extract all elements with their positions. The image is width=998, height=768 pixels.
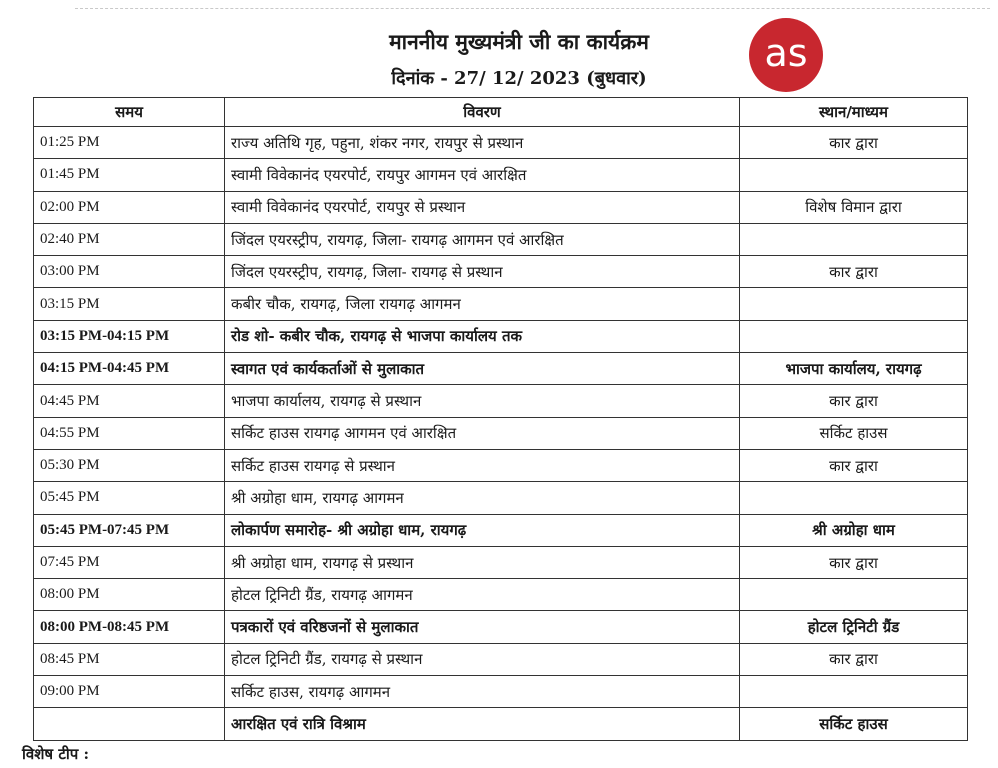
place-cell [740, 320, 968, 352]
table-row [34, 579, 968, 611]
column-header-description: विवरण [225, 98, 740, 127]
description-cell: सर्किट हाउस रायगढ़ आगमन एवं आरक्षित [225, 417, 740, 449]
time-cell: 02:00 PM [34, 191, 225, 223]
place-cell: भाजपा कार्यालय, रायगढ़ [740, 353, 968, 385]
time-cell: 09:00 PM [34, 676, 225, 708]
place-cell [740, 579, 968, 611]
place-cell [740, 676, 968, 708]
place-cell: विशेष विमान द्वारा [740, 191, 968, 223]
description-cell: लोकार्पण समारोह- श्री अग्रोहा धाम, रायगढ़ [225, 514, 740, 546]
table-row [34, 449, 968, 481]
special-note-label: विशेष टीप : [22, 745, 90, 763]
place-cell: सर्किट हाउस [740, 417, 968, 449]
brand-logo [749, 18, 823, 92]
column-header-time: समय [34, 98, 225, 127]
place-cell: कार द्वारा [740, 385, 968, 417]
place-cell: श्री अग्रोहा धाम [740, 514, 968, 546]
place-cell [740, 288, 968, 320]
place-cell [740, 482, 968, 514]
brand-logo-mark [749, 18, 823, 92]
description-cell: सर्किट हाउस, रायगढ़ आगमन [225, 676, 740, 708]
table-row [34, 385, 968, 417]
description-cell: श्री अग्रोहा धाम, रायगढ़ से प्रस्थान [225, 546, 740, 578]
time-cell: 05:30 PM [34, 449, 225, 481]
time-cell: 08:00 PM-08:45 PM [34, 611, 225, 643]
time-cell: 05:45 PM [34, 482, 225, 514]
table-row [34, 288, 968, 320]
place-cell: सर्किट हाउस [740, 708, 968, 740]
description-cell: रोड शो- कबीर चौक, रायगढ़ से भाजपा कार्यालय तक [225, 320, 740, 352]
description-cell: स्वामी विवेकानंद एयरपोर्ट, रायपुर आगमन एवं आरक्षित [225, 159, 740, 191]
date-line: दिनांक - 27/ 12/ 2023 (बुधवार) [391, 68, 647, 89]
table-row [34, 353, 968, 385]
table-row [34, 417, 968, 449]
description-cell: कबीर चौक, रायगढ़, जिला रायगढ़ आगमन [225, 288, 740, 320]
description-cell: राज्य अतिथि गृह, पहुना, शंकर नगर, रायपुर से प्रस्थान [225, 127, 740, 159]
description-cell: आरक्षित एवं रात्रि विश्राम [225, 708, 740, 740]
time-cell: 03:00 PM [34, 256, 225, 288]
time-cell: 02:40 PM [34, 223, 225, 255]
place-cell [740, 159, 968, 191]
time-cell: 04:15 PM-04:45 PM [34, 353, 225, 385]
place-cell: होटल ट्रिनिटी ग्रैंड [740, 611, 968, 643]
table-row [34, 159, 968, 191]
place-cell: कार द्वारा [740, 256, 968, 288]
table-row [34, 127, 968, 159]
description-cell: जिंदल एयरस्ट्रीप, रायगढ़, जिला- रायगढ़ आगमन एवं आरक्षित [225, 223, 740, 255]
place-cell: कार द्वारा [740, 127, 968, 159]
table-row [34, 611, 968, 643]
description-cell: श्री अग्रोहा धाम, रायगढ़ आगमन [225, 482, 740, 514]
description-cell: भाजपा कार्यालय, रायगढ़ से प्रस्थान [225, 385, 740, 417]
table-row [34, 546, 968, 578]
description-cell: स्वामी विवेकानंद एयरपोर्ट, रायपुर से प्रस्थान [225, 191, 740, 223]
table-row [34, 482, 968, 514]
table-header-row [34, 98, 968, 127]
schedule-rows [34, 127, 968, 741]
time-cell: 04:55 PM [34, 417, 225, 449]
description-cell: जिंदल एयरस्ट्रीप, रायगढ़, जिला- रायगढ़ से प्रस्थान [225, 256, 740, 288]
time-cell: 08:45 PM [34, 643, 225, 675]
description-cell: स्वागत एवं कार्यकर्ताओं से मुलाकात [225, 353, 740, 385]
table-row [34, 676, 968, 708]
time-cell: 01:25 PM [34, 127, 225, 159]
description-cell: होटल ट्रिनिटी ग्रैंड, रायगढ़ से प्रस्थान [225, 643, 740, 675]
place-cell: कार द्वारा [740, 546, 968, 578]
time-cell: 07:45 PM [34, 546, 225, 578]
time-cell: 08:00 PM [34, 579, 225, 611]
place-cell [740, 223, 968, 255]
time-cell: 03:15 PM [34, 288, 225, 320]
description-cell: पत्रकारों एवं वरिष्ठजनों से मुलाकात [225, 611, 740, 643]
table-row [34, 643, 968, 675]
description-cell: होटल ट्रिनिटी ग्रैंड, रायगढ़ आगमन [225, 579, 740, 611]
table-row [34, 514, 968, 546]
table-row [34, 708, 968, 740]
time-cell [34, 708, 225, 740]
table-row [34, 223, 968, 255]
time-cell: 05:45 PM-07:45 PM [34, 514, 225, 546]
table-row [34, 256, 968, 288]
top-divider [75, 8, 990, 9]
description-cell: सर्किट हाउस रायगढ़ से प्रस्थान [225, 449, 740, 481]
time-cell: 03:15 PM-04:15 PM [34, 320, 225, 352]
place-cell: कार द्वारा [740, 643, 968, 675]
column-header-place: स्थान/माध्यम [740, 98, 968, 127]
brand-logo-text: as [764, 31, 808, 75]
time-cell: 01:45 PM [34, 159, 225, 191]
place-cell: कार द्वारा [740, 449, 968, 481]
page-title: माननीय मुख्यमंत्री जी का कार्यक्रम [389, 29, 649, 54]
table-row [34, 320, 968, 352]
time-cell: 04:45 PM [34, 385, 225, 417]
table-row [34, 191, 968, 223]
schedule-table [33, 97, 968, 741]
